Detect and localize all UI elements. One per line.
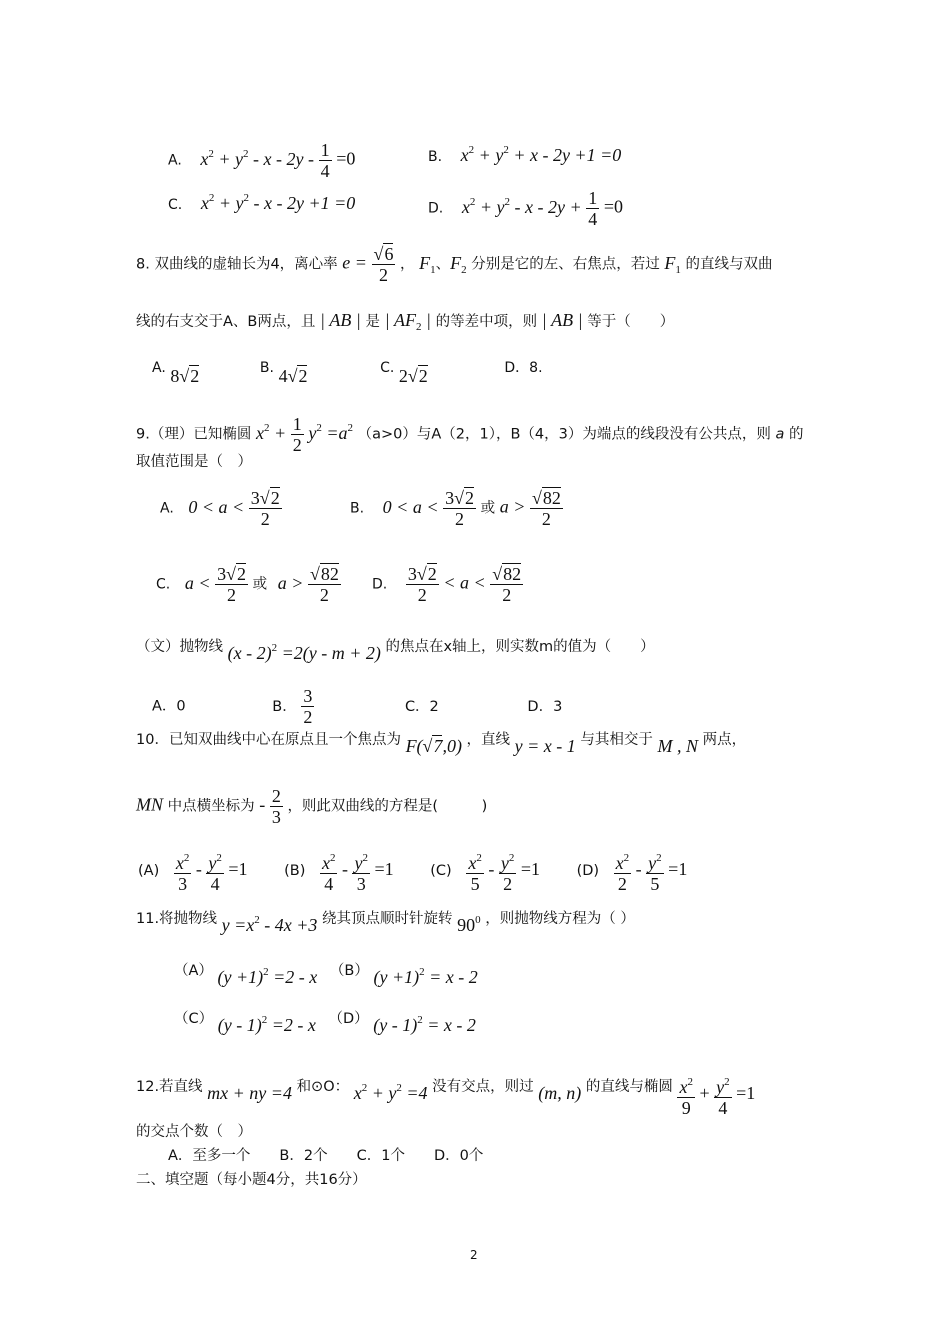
q9-wen-options: A．0 B． $\frac{3}{2}$ C．2 D．3: [152, 686, 563, 727]
q11-options-cd: （C） (y - 1)$^2$ =2 - x （D） (y - 1)$^2$ = x - 2: [174, 1011, 476, 1035]
fraction: $\frac{1}{2}$: [292, 414, 302, 455]
q9-option-a: A. 0 < a < $\frac{3√2}{2}$: [160, 488, 280, 529]
q11-options-ab: （A） $(y +1)^2 =2 - x$ （B） $(y +1)^2 = x - 2$: [174, 963, 478, 987]
fraction: $\frac{3}{2}$: [303, 686, 313, 727]
fraction: $\frac{√6}{2}$: [373, 244, 394, 285]
q12-line-2: 的交点个数（ ）: [136, 1124, 252, 1140]
fraction: $\frac{3√2}{2}$: [445, 488, 474, 529]
fraction: $\frac{√82}{2}$: [309, 564, 339, 605]
fraction: $\frac{x^2}{4}$: [320, 848, 338, 894]
q7-option-b: B. $x^2 + y^2 + x - 2y +1 =0$: [428, 144, 622, 165]
fraction: $\frac{y^2}{5}$: [646, 848, 664, 894]
fraction: $\frac{y^2}{4}$: [714, 1072, 732, 1118]
q9-option-b: B. 0 < a < $\frac{3√2}{2}$ 或 a > $\frac{√82}{2}$: [350, 488, 561, 529]
fraction: $\frac{x^2}{9}$: [677, 1072, 695, 1118]
q7-option-c: C. $x^2 + y^2 - x - 2y +1 =0$: [168, 192, 356, 213]
q9-line-1: 9.（理）已知椭圆 $x^2$ + $\frac{1}{2}$ $y^2 =a^2$ （a>0）与A（2，1），B（4，3）为端点的线段没有公共点，则 a 的: [136, 414, 804, 455]
q9-line-2: 取值范围是（ ）: [136, 454, 252, 470]
fraction: $\frac{x^2}{5}$: [466, 848, 484, 894]
fraction: $\frac{3√2}{2}$: [407, 564, 437, 605]
q8-line-1: 8. 双曲线的虚轴长为4，离心率 e = $\frac{√6}{2}$ ， $F_1$、$F_2$ 分别是它的左、右焦点，若过 $F_1$ 的直线与双曲: [136, 244, 773, 285]
fraction: $\frac{1}{4}$: [588, 188, 598, 229]
q8-options: A. 8√2 B. 4√2 C. 2√2 D．8.: [152, 360, 543, 386]
q12-line-1: 12.若直线 mx + ny =4 和⊙O： $x^2 + y^2 =4$ 没有交点，则过 (m, n) 的直线与椭圆 $\frac{x^2}{9}$ + $\frac{y^2}{4}$ =1: [136, 1064, 755, 1110]
fraction: $\frac{x^2}{2}$: [614, 848, 632, 894]
fraction: $\frac{y^2}{2}$: [499, 848, 517, 894]
q9-option-d: D. $\frac{3√2}{2}$ < a < $\frac{√82}{2}$: [372, 564, 522, 605]
fraction: $\frac{√82}{2}$: [531, 488, 561, 529]
q9-wen: （文）抛物线 (x - 2)$^2$ =2(y - m + 2) 的焦点在x轴上，则实数m的值为（ ）: [136, 639, 655, 663]
fraction: $\frac{2}{3}$: [271, 786, 281, 827]
fraction: $\frac{3√2}{2}$: [250, 488, 280, 529]
fraction: $\frac{3√2}{2}$: [217, 564, 246, 605]
q12-options: A．至多一个 B．2个 C．1个 D．0个: [168, 1148, 484, 1164]
q10-line-1: 10．已知双曲线中心在原点且一个焦点为 F(√7,0) ，直线 y = x - 1 与其相交于 M , N 两点，: [136, 732, 747, 756]
q10-options: (A) $\frac{x^2}{3}$ - $\frac{y^2}{4}$ =1 (B) $\frac{x^2}{4}$ - $\frac{y^2}{3}$ =1 (C) $\frac{x^2}{5}$ - $\frac{y^2}{2}$ =1 (D) $\frac{x^2}{2}$ - $\frac{y^2}{5}$ =1: [138, 848, 687, 894]
section-heading: 二、填空题（每小题4分，共16分）: [136, 1172, 367, 1188]
fraction: $\frac{1}{4}$: [320, 140, 330, 181]
q9-option-c: C. a < $\frac{3√2}{2}$ 或 a > $\frac{√82}{2}$: [156, 564, 339, 605]
fraction: $\frac{y^2}{4}$: [206, 848, 224, 894]
q8-line-2: 线的右支交于A、B两点，且 | AB | 是 | $AF_2$ | 的等差中项，则 | AB | 等于（ ）: [136, 310, 675, 333]
q10-line-2: MN 中点横坐标为 - $\frac{2}{3}$ ，则此双曲线的方程是( ): [136, 786, 488, 827]
q7-option-a: A. $x^2 + y^2 - x - 2y$ - $\frac{1}{4}$ =0: [168, 140, 356, 181]
fraction: $\frac{√82}{2}$: [492, 564, 522, 605]
fraction: $\frac{y^2}{3}$: [352, 848, 370, 894]
q7-option-d: D. $x^2 + y^2 - x - 2y$ + $\frac{1}{4}$ =0: [428, 188, 623, 229]
fraction: $\frac{x^2}{3}$: [174, 848, 192, 894]
q11-line: 11.将抛物线 $y =x^2 - 4x +3$ 绕其顶点顺时针旋转 $90^0$ ，则抛物线方程为（ ）: [136, 911, 635, 935]
page-number: 2: [470, 1248, 478, 1262]
